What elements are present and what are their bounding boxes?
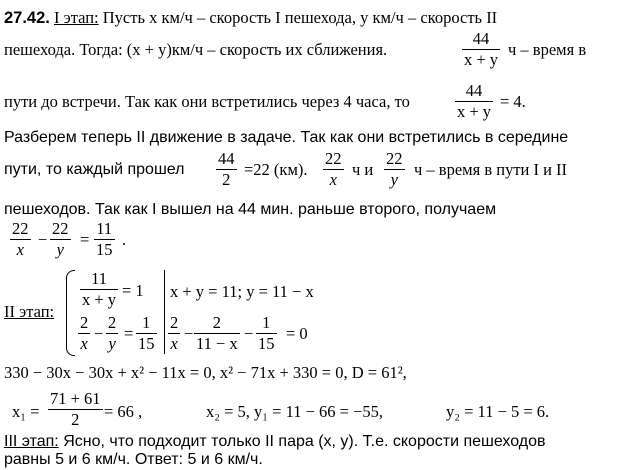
final-line-1: Ясно, что подходит только II пара (x, y). Т.е. скорости пешеходов — [63, 433, 546, 450]
x1-label: x₁ = — [12, 402, 40, 421]
line-4-text: Разберем теперь II движение в задаче. Так как они встретились в середине — [4, 129, 569, 146]
sys2-row-1: x + y = 11; y = 11 − x — [170, 282, 314, 301]
line-2-suffix: ч – время в — [508, 40, 587, 59]
line-5-mid: =22 (км). — [244, 160, 308, 179]
line-1-text: Пусть x км/ч – скорость I пешехода, y км/ч – скорость II — [102, 8, 498, 27]
quadratic-line: 330 − 30x − 30x + x² − 11x = 0, x² − 71x + 330 = 0, D = 61², — [4, 363, 407, 382]
line-6-text: пешеходов. Так как I вышел на 44 мин. раньше второго, получаем — [4, 201, 497, 218]
eq1-dot: . — [122, 230, 127, 249]
line-3-suffix: = 4. — [500, 92, 526, 111]
sys-row-2-equals: = — [124, 324, 134, 343]
sys2-fraction-2-over-11-minus-x: 2 11 − x — [196, 313, 238, 353]
sys-row-1-rhs: = 1 — [122, 281, 144, 300]
x1-rhs: = 66 , — [104, 402, 143, 421]
sys2-row-2-minus-1: − — [184, 324, 194, 343]
eq1-fraction-22-over-x: 22 x — [12, 219, 29, 259]
final-line-2: равны 5 и 6 км/ч. Ответ: 5 и 6 км/ч. — [4, 451, 263, 468]
sys-fraction-2-over-y: 2 y — [108, 313, 117, 353]
sys-fraction-11-over-xy: 11 x + y — [82, 269, 117, 309]
problem-number: 27.42. — [4, 9, 50, 27]
sys2-fraction-1-over-15: 1 15 — [258, 313, 275, 353]
sys2-row-2-minus-2: − — [244, 324, 254, 343]
y2-text: y₂ = 11 − 5 = 6. — [446, 402, 550, 421]
x1-fraction: 71 + 61 2 — [50, 389, 101, 429]
line-5-prefix: пути, то каждый прошел — [4, 161, 185, 178]
line-5-suffix: ч – время в пути I и II — [414, 160, 568, 179]
system-bar — [164, 270, 165, 354]
line-2-text: пешехода. Тогда: (x + y)км/ч – скорость их сближения. — [4, 40, 388, 59]
eq1-fraction-22-over-y: 22 y — [52, 219, 69, 259]
sys-fraction-2-over-x: 2 x — [80, 313, 89, 353]
stage-2-label: II этап: — [4, 302, 55, 321]
stage-1-label: I этап: — [54, 8, 99, 27]
line-3-text: пути до встречи. Так как они встретились через 4 часа, то — [4, 92, 410, 111]
eq1-fraction-11-over-15: 11 15 — [96, 219, 113, 259]
fraction-22-over-x: 22 x — [325, 149, 342, 189]
sys2-row-2-rhs: = 0 — [286, 324, 308, 343]
line-5-and: ч и — [352, 160, 374, 179]
stage-3-label: III этап: — [4, 433, 59, 450]
fraction-44-over-2: 44 2 — [218, 149, 235, 189]
sys2-fraction-2-over-x: 2 x — [170, 313, 179, 353]
stage-3-line — [4, 432, 546, 452]
system-brace — [66, 270, 75, 356]
eq1-minus: − — [38, 230, 48, 249]
fraction-44-over-xy-2: 44 x + y — [457, 81, 492, 121]
sys-row-2-minus: − — [94, 324, 104, 343]
line-1 — [4, 8, 497, 28]
eq1-equals: = — [80, 230, 90, 249]
fraction-22-over-y: 22 y — [386, 149, 403, 189]
x2-text: x₂ = 5, y₁ = 11 − 66 = −55, — [206, 402, 384, 421]
fraction-44-over-xy: 44 x + y — [464, 29, 499, 69]
sys-fraction-1-over-15: 1 15 — [138, 313, 155, 353]
